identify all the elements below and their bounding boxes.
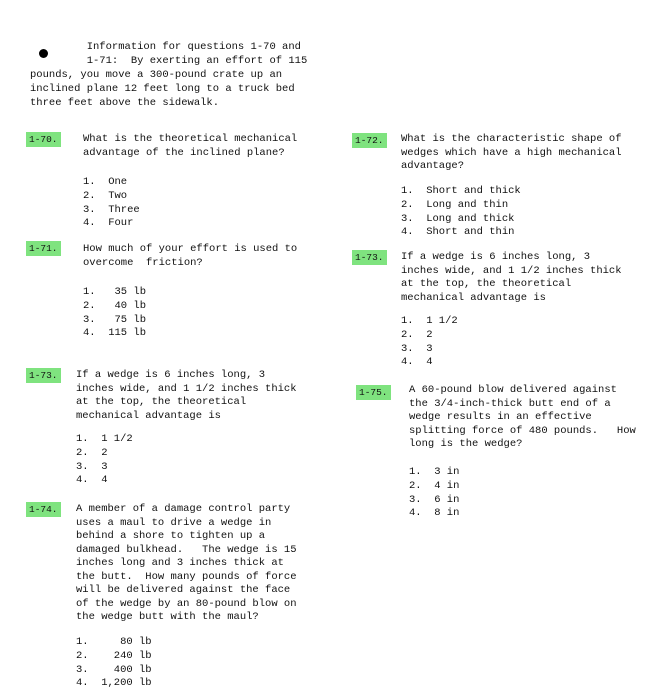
question-number-1-73-right: 1-73.	[352, 250, 387, 265]
question-text-1-72: What is the characteristic shape of wedges which have a high mechanical advantage?	[401, 133, 622, 172]
question-text-1-73-right: If a wedge is 6 inches long, 3 inches wide, and 1 1/2 inches thick at the top, the theoretical mechanical advantage is	[401, 251, 622, 304]
answer-options-1-73-right: 1. 1 1/2 2. 2 3. 3 4. 4	[401, 315, 458, 369]
answer-options-1-70: 1. One 2. Two 3. Three 4. Four	[83, 176, 140, 230]
answer-options-1-74: 1. 80 lb 2. 240 lb 3. 400 lb 4. 1,200 lb	[76, 636, 152, 690]
answer-options-1-75: 1. 3 in 2. 4 in 3. 6 in 4. 8 in	[409, 466, 460, 520]
answer-options-1-72: 1. Short and thick 2. Long and thin 3. Long and thick 4. Short and thin	[401, 185, 521, 239]
question-number-1-73-left: 1-73.	[26, 368, 61, 383]
question-number-1-70: 1-70.	[26, 132, 61, 147]
question-number-1-74: 1-74.	[26, 502, 61, 517]
question-text-1-74: A member of a damage control party uses a maul to drive a wedge in behind a shore to tighten up a damaged bulkhead. The wedge is 15 inches long and 3 inches thick at the butt. How many pounds of force will be delivered against the face of the wedge by an 80-pound blow on the wedge butt with the maul?	[76, 503, 297, 623]
question-number-1-72: 1-72.	[352, 133, 387, 148]
answer-options-1-73-left: 1. 1 1/2 2. 2 3. 3 4. 4	[76, 433, 133, 487]
answer-options-1-71: 1. 35 lb 2. 40 lb 3. 75 lb 4. 115 lb	[83, 286, 147, 340]
question-text-1-75: A 60-pound blow delivered against the 3/4-inch-thick butt end of a wedge results in an effective splitting force of 480 pounds. How long is the wedge?	[409, 384, 636, 450]
intro-paragraph: Information for questions 1-70 and 1-71: By exerting an effort of 115 pounds, you move a 300-pound crate up an inclined plane 12 feet long to a truck bed three feet above the sidewalk.	[30, 41, 308, 109]
question-text-1-70: What is the theoretical mechanical advantage of the inclined plane?	[83, 133, 298, 159]
question-text-1-73-left: If a wedge is 6 inches long, 3 inches wide, and 1 1/2 inches thick at the top, the theoretical mechanical advantage is	[76, 369, 297, 422]
question-number-1-75: 1-75.	[356, 385, 391, 400]
question-text-1-71: How much of your effort is used to overcome friction?	[83, 243, 298, 269]
question-number-1-71: 1-71.	[26, 241, 61, 256]
